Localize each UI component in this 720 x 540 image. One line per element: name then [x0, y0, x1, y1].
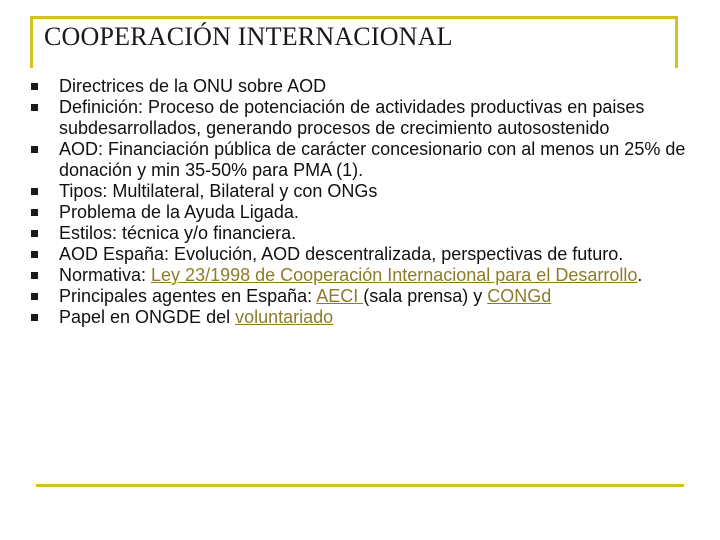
item-prefix: Papel en ONGDE del [59, 307, 236, 327]
frame-left-rule [30, 16, 33, 68]
bullet-list [0, 76, 720, 328]
list-item-aod-espana [0, 244, 699, 265]
frame-bottom-rule [36, 484, 684, 487]
list-item-onu-directrices [0, 76, 699, 97]
item-middle: (sala prensa) y [363, 286, 488, 306]
list-item-aod [0, 139, 699, 181]
list-item-ayuda-ligada [0, 202, 699, 223]
item-text: Directrices de la ONU sobre AOD [59, 76, 327, 96]
item-text: AOD España: Evolución, AOD descentralizada, perspectivas de futuro. [59, 244, 624, 264]
item-text: Problema de la Ayuda Ligada. [59, 202, 299, 222]
item-text: Estilos: técnica y/o financiera. [59, 223, 297, 243]
item-text: Definición: Proceso de potenciación de actividades productivas en paises subdesarrollados, generando procesos de crecimiento autosostenido [59, 97, 645, 138]
square-bullet-icon [31, 146, 38, 153]
square-bullet-icon [31, 251, 38, 258]
frame-right-rule [675, 16, 678, 68]
square-bullet-icon [31, 209, 38, 216]
square-bullet-icon [31, 188, 38, 195]
item-text: AOD: Financiación pública de carácter concesionario con al menos un 25% de donación y min 35-50% para PMA (1). [59, 139, 686, 180]
item-suffix: . [637, 265, 643, 285]
square-bullet-icon [31, 104, 38, 111]
slide-title: COOPERACIÓN INTERNACIONAL [44, 22, 453, 51]
voluntariado-link[interactable]: voluntariado [235, 307, 334, 327]
list-item-agentes [0, 286, 699, 307]
item-prefix: Principales agentes en España: [59, 286, 317, 306]
list-item-definicion [0, 97, 699, 139]
item-prefix: Normativa: [59, 265, 152, 285]
frame-top-rule [30, 16, 678, 19]
congd-link[interactable]: CONGd [487, 286, 552, 306]
list-item-normativa [0, 265, 699, 286]
square-bullet-icon [31, 314, 38, 321]
square-bullet-icon [31, 83, 38, 90]
list-item-estilos [0, 223, 699, 244]
ley-cooperacion-link[interactable]: Ley 23/1998 de Cooperación Internacional para el Desarrollo [151, 265, 638, 285]
list-item-voluntariado [0, 307, 699, 328]
aeci-link[interactable]: AECI [316, 286, 364, 306]
square-bullet-icon [31, 272, 38, 279]
square-bullet-icon [31, 230, 38, 237]
list-item-tipos [0, 181, 699, 202]
square-bullet-icon [31, 293, 38, 300]
item-text: Tipos: Multilateral, Bilateral y con ONGs [59, 181, 378, 201]
